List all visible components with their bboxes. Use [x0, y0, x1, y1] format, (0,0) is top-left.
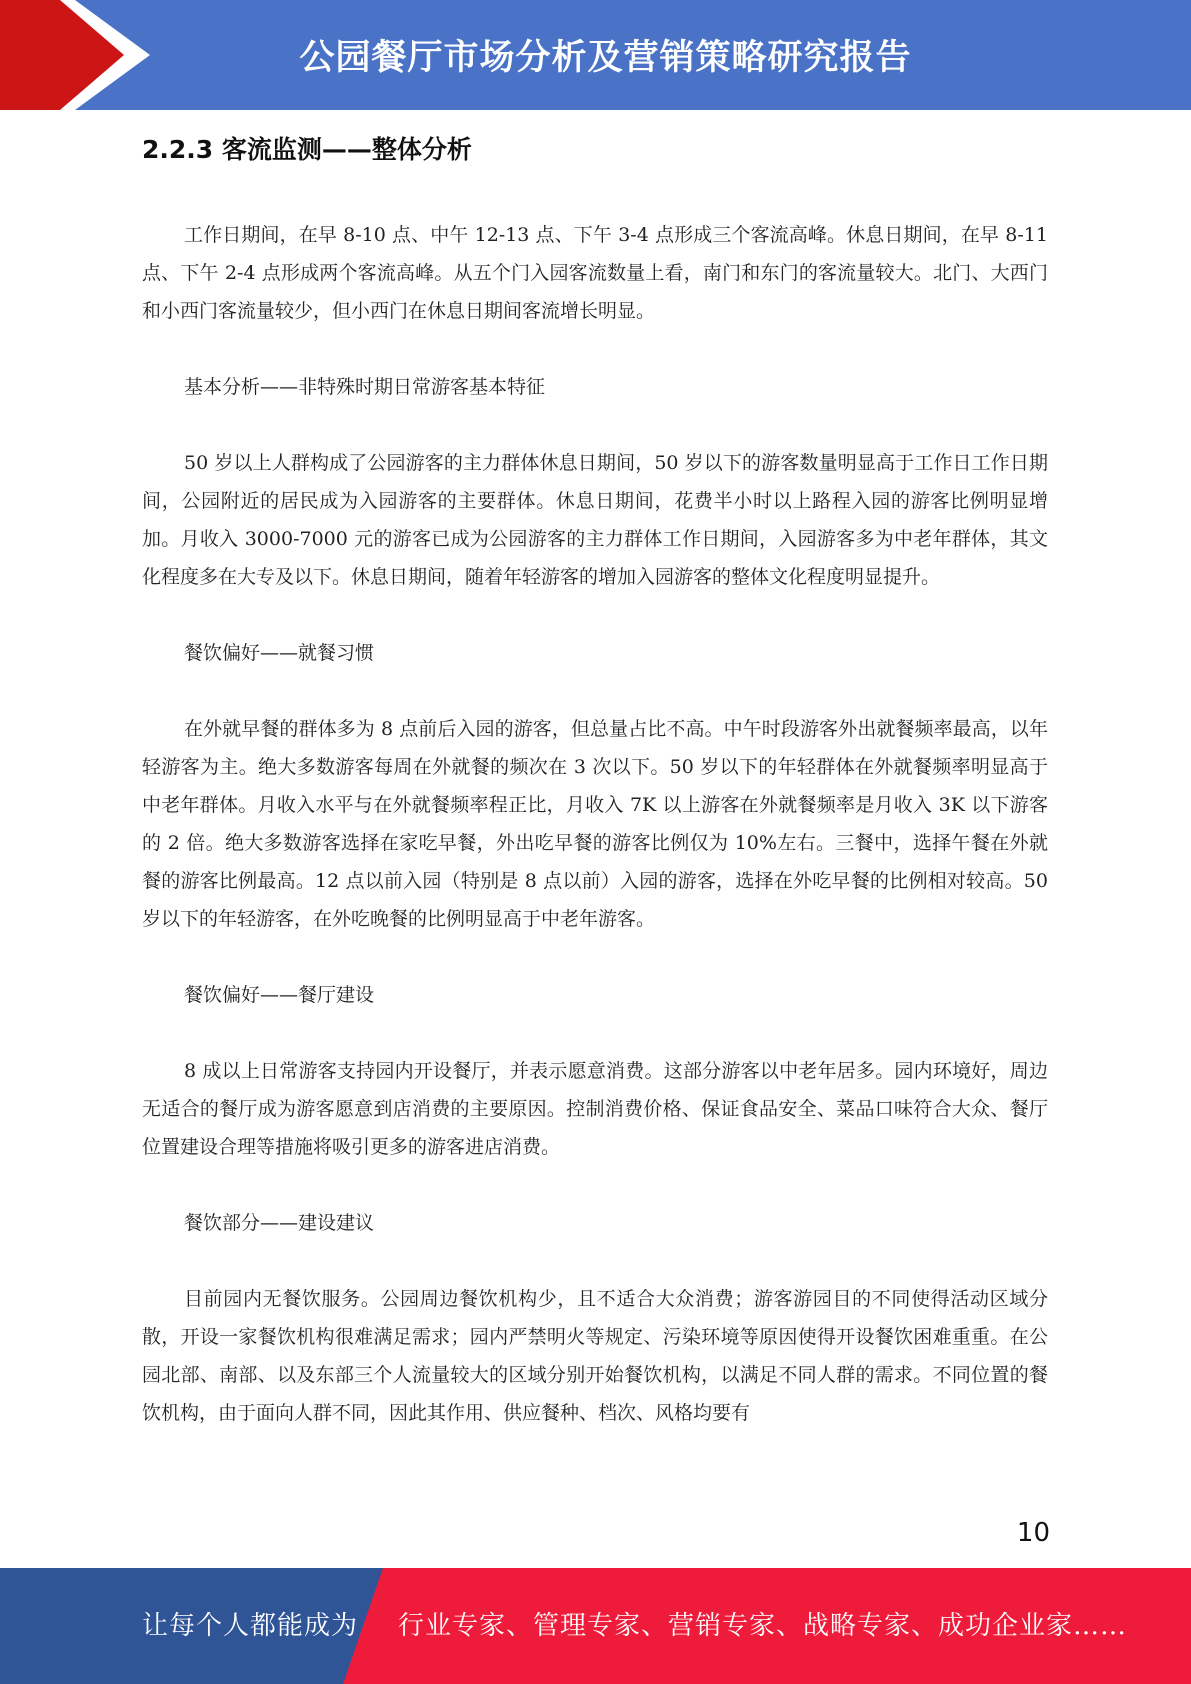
subheading-dining-habits: 餐饮偏好——就餐习惯	[184, 642, 375, 664]
section-heading: 2.2.3 客流监测——整体分析	[142, 135, 472, 164]
paragraph-dining-habits: 在外就早餐的群体多为 8 点前后入园的游客，但总量占比不高。中午时段游客外出就餐频率最高，以年轻游客为主。绝大多数游客每周在外就餐的频次在 3 次以下。50 岁以下的年轻群体在外就餐频率明显高于中老年群体。月收入水平与在外就餐频率程正比，月收入 7K 以上游客在外就餐频率是月收入 3K 以下游客的 2 倍。绝大多数游客选择在家吃早餐，外出吃早餐的游客比例仅为 10%左右。三餐中，选择午餐在外就餐的游客比例最高。12 点以前入园（特别是 8 点以前）入园的游客，选择在外吃早餐的比例相对较高。50 岁以下的年轻游客，在外吃晚餐的比例明显高于中老年游客。	[142, 718, 1048, 930]
subheading-basic-analysis: 基本分析——非特殊时期日常游客基本特征	[184, 376, 546, 398]
page-number: 10	[1016, 1518, 1050, 1548]
report-header	[0, 0, 1191, 110]
paragraph-construction-suggestions: 目前园内无餐饮服务。公园周边餐饮机构少，且不适合大众消费；游客游园目的不同使得活动区域分散，开设一家餐饮机构很难满足需求；园内严禁明火等规定、污染环境等原因使得开设餐饮困难重重。在公园北部、南部、以及东部三个人流量较大的区域分别开始餐饮机构，以满足不同人群的需求。不同位置的餐饮机构，由于面向人群不同，因此其作用、供应餐种、档次、风格均要有	[142, 1288, 1048, 1424]
paragraph-restaurant-construction: 8 成以上日常游客支持园内开设餐厅，并表示愿意消费。这部分游客以中老年居多。园内环境好，周边无适合的餐厅成为游客愿意到店消费的主要原因。控制消费价格、保证食品安全、菜品口味符合大众、餐厅位置建设合理等措施将吸引更多的游客进店消费。	[142, 1060, 1048, 1158]
footer-slogan-left: 让每个人都能成为	[142, 1611, 359, 1641]
paragraph-visitor-profile: 50 岁以上人群构成了公园游客的主力群体休息日期间，50 岁以下的游客数量明显高于工作日工作日期间，公园附近的居民成为入园游客的主要群体。休息日期间，花费半小时以上路程入园的游客比例明显增加。月收入 3000-7000 元的游客已成为公园游客的主力群体工作日期间，入园游客多为中老年群体，其文化程度多在大专及以下。休息日期间，随着年轻游客的增加入园游客的整体文化程度明显提升。	[142, 452, 1048, 588]
subheading-restaurant-construction: 餐饮偏好——餐厅建设	[184, 984, 375, 1006]
paragraph-traffic-peaks: 工作日期间，在早 8-10 点、中午 12-13 点、下午 3-4 点形成三个客流高峰。休息日期间，在早 8-11 点、下午 2-4 点形成两个客流高峰。从五个门入园客流数量上看，南门和东门的客流量较大。北门、大西门和小西门客流量较少，但小西门在休息日期间客流增长明显。	[142, 224, 1048, 322]
report-title: 公园餐厅市场分析及营销策略研究报告	[299, 38, 912, 78]
footer-slogan-right: 行业专家、管理专家、营销专家、战略专家、成功企业家……	[398, 1611, 1128, 1641]
subheading-construction-suggestions: 餐饮部分——建设建议	[184, 1212, 375, 1234]
report-footer	[0, 1568, 1191, 1684]
page-content	[142, 130, 1048, 1432]
